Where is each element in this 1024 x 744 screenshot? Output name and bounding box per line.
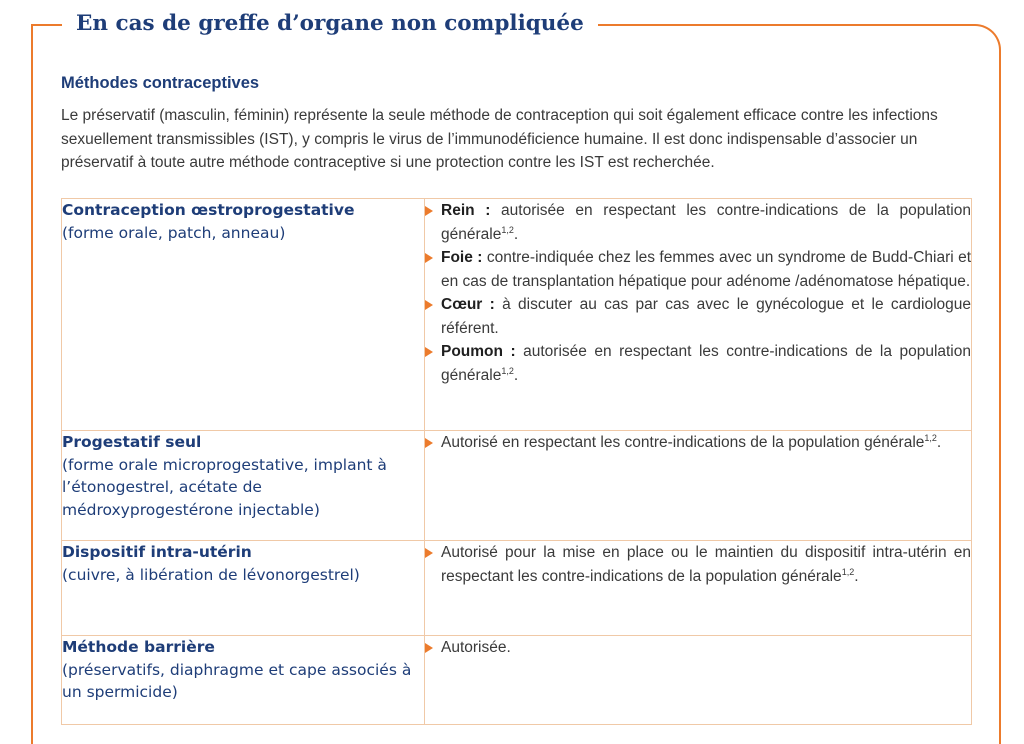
- method-subtitle: (préservatifs, diaphragme et cape associés à un spermicide): [62, 660, 412, 701]
- list-item: [425, 340, 971, 387]
- subheading: Méthodes contraceptives: [61, 74, 260, 92]
- item-text: autorisée en respectant les contre-indications de la population générale: [441, 343, 971, 384]
- triangle-bullet-icon: [425, 548, 433, 558]
- contraception-table: [61, 198, 972, 725]
- details-list: [425, 199, 971, 387]
- table-row: [62, 541, 972, 636]
- reference-superscript: 1,2: [841, 566, 855, 577]
- method-cell: [62, 199, 425, 431]
- details-cell: [425, 199, 972, 431]
- triangle-bullet-icon: [425, 438, 433, 448]
- item-end: .: [854, 567, 859, 585]
- list-item: [425, 541, 971, 588]
- details-cell: [425, 541, 972, 636]
- intro-paragraph: [61, 104, 973, 175]
- method-subtitle: (forme orale microprogestative, implant à l’étonogestrel, acétate de médroxyprogestérone injectable): [62, 455, 387, 519]
- list-item: [425, 293, 971, 340]
- list-item: [425, 199, 971, 246]
- method-title: Méthode barrière: [62, 638, 215, 656]
- item-text: Autorisé en respectant les contre-indications de la population générale: [441, 434, 925, 451]
- item-end: .: [513, 225, 519, 243]
- item-end: .: [936, 434, 942, 451]
- method-cell: [62, 541, 425, 636]
- triangle-bullet-icon: [425, 300, 433, 310]
- details-list: [425, 431, 971, 455]
- item-label: Foie :: [441, 249, 483, 266]
- list-item: [425, 431, 971, 455]
- method-subtitle: (cuivre, à libération de lévonorgestrel): [62, 565, 360, 584]
- item-text: contre-indiquée chez les femmes avec un syndrome de Budd-Chiari et en cas de transplantation hépatique pour adénome /adénomatose hépatique.: [441, 249, 971, 290]
- method-cell: [62, 636, 425, 725]
- method-cell: [62, 431, 425, 541]
- intro-text: Le préservatif (masculin, féminin) représente la seule méthode de contraception qui soit également efficace contre les infections sexuellement transmissibles (IST), y compris le virus de l’immunodéficience humaine. Il est donc indispensable d’associer un préservatif à toute autre méthode contraceptive si une protection contre les IST est recherchée.: [61, 107, 938, 171]
- method-title: Contraception œstroprogestative: [62, 201, 355, 219]
- item-label: Cœur :: [441, 296, 495, 313]
- triangle-bullet-icon: [425, 206, 433, 216]
- section-title: En cas de greffe d’organe non compliquée: [62, 8, 598, 40]
- details-cell: [425, 431, 972, 541]
- method-title: Progestatif seul: [62, 433, 202, 451]
- table-row: [62, 431, 972, 541]
- triangle-bullet-icon: [425, 643, 433, 653]
- item-text: autorisée en respectant les contre-indications de la population générale: [441, 202, 971, 243]
- table-row: [62, 199, 972, 431]
- reference-superscript: 1,2: [924, 432, 937, 443]
- reference-superscript: 1,2: [501, 224, 514, 235]
- details-list: [425, 636, 971, 660]
- method-title: Dispositif intra-utérin: [62, 543, 252, 561]
- item-label: Rein :: [441, 202, 491, 219]
- item-text: à discuter au cas par cas avec le gynécologue et le cardiologue référent.: [441, 296, 972, 337]
- details-cell: [425, 636, 972, 725]
- list-item: [425, 636, 971, 660]
- table-row: [62, 636, 972, 725]
- item-end: .: [513, 366, 519, 384]
- details-list: [425, 541, 971, 588]
- list-item: [425, 246, 971, 293]
- triangle-bullet-icon: [425, 253, 433, 263]
- triangle-bullet-icon: [425, 347, 433, 357]
- item-label: Poumon :: [441, 343, 516, 360]
- item-text: Autorisée.: [441, 639, 511, 656]
- method-subtitle: (forme orale, patch, anneau): [62, 223, 286, 242]
- reference-superscript: 1,2: [501, 365, 514, 376]
- item-text: Autorisé pour la mise en place ou le maintien du dispositif intra-utérin en respectant les contre-indications de la population générale: [441, 544, 971, 585]
